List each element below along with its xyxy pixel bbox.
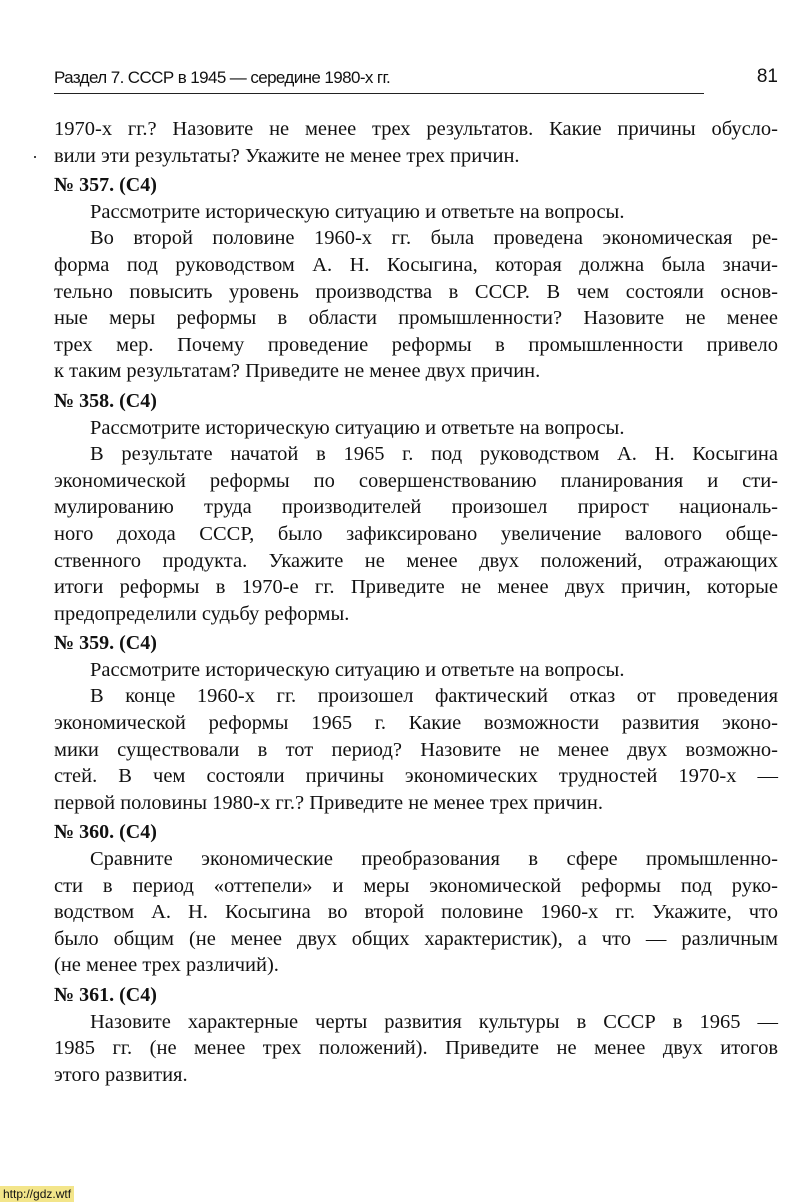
text-line: трех мер. Почему проведение реформы в промышленности привело bbox=[54, 333, 778, 356]
page-body bbox=[54, 116, 778, 1088]
task-block bbox=[54, 819, 778, 979]
task-block bbox=[54, 388, 778, 627]
task-paragraph bbox=[54, 415, 778, 442]
task-paragraph bbox=[54, 225, 778, 385]
task-heading: № 360. (С4) bbox=[54, 821, 157, 844]
text-line: Рассмотрите историческую ситуацию и ответьте на вопросы. bbox=[90, 416, 625, 439]
text-line: мулированию труда производителей произошел прирост националь- bbox=[54, 496, 778, 519]
text-line: водством А. Н. Косыгина во второй половине 1960-х гг. Укажите, что bbox=[54, 901, 778, 924]
task-paragraph bbox=[54, 199, 778, 226]
text-line: было общим (не менее двух общих характеристик), а что — различным bbox=[54, 927, 778, 950]
watermark-link[interactable]: http://gdz.wtf bbox=[0, 1186, 74, 1202]
text-line: 1970-х гг.? Назовите не менее трех результатов. Какие причины обусло- bbox=[54, 118, 778, 140]
task-heading: № 358. (С4) bbox=[54, 389, 157, 412]
text-line: итоги реформы в 1970-е гг. Приведите не менее двух причин, которые bbox=[54, 576, 778, 599]
text-line: (не менее трех различий). bbox=[54, 954, 279, 977]
text-line: этого развития. bbox=[54, 1063, 188, 1086]
intro-paragraph bbox=[54, 116, 778, 169]
task-paragraph bbox=[54, 657, 778, 684]
text-line: вили эти результаты? Укажите не менее трех причин. bbox=[54, 144, 520, 167]
text-line: тельно повысить уровень производства в СССР. В чем состояли основ- bbox=[54, 280, 778, 303]
text-line: Во второй половине 1960-х гг. была проведена экономическая ре- bbox=[90, 227, 778, 250]
text-line: Рассмотрите историческую ситуацию и ответьте на вопросы. bbox=[90, 200, 625, 223]
text-line: к таким результатам? Приведите не менее двух причин. bbox=[54, 360, 541, 383]
text-line: стей. В чем состояли причины экономических трудностей 1970-х — bbox=[54, 765, 778, 788]
text-line: ного дохода СССР, было зафиксировано увеличение валового обще- bbox=[54, 522, 778, 545]
task-paragraph bbox=[54, 683, 778, 816]
text-line: ственного продукта. Укажите не менее двух положений, отражающих bbox=[54, 549, 778, 572]
text-line: сти в период «оттепели» и меры экономической реформы под руко- bbox=[54, 874, 778, 897]
section-title: Раздел 7. СССР в 1945 — середине 1980-х гг. bbox=[54, 68, 391, 87]
text-line: Рассмотрите историческую ситуацию и ответьте на вопросы. bbox=[90, 658, 625, 681]
running-header bbox=[54, 64, 778, 94]
task-paragraph bbox=[54, 1009, 778, 1089]
text-line: В результате начатой в 1965 г. под руководством А. Н. Косыгина bbox=[90, 443, 778, 466]
text-line: 1985 гг. (не менее трех положений). Приведите не менее двух итогов bbox=[54, 1037, 778, 1060]
scan-speck bbox=[34, 156, 36, 158]
text-line: Назовите характерные черты развития культуры в СССР в 1965 — bbox=[90, 1010, 778, 1033]
text-line: Сравните экономические преобразования в сфере промышленно- bbox=[90, 848, 778, 871]
text-line: ные меры реформы в области промышленности? Назовите не менее bbox=[54, 307, 778, 330]
task-paragraph bbox=[54, 846, 778, 979]
text-line: мики существовали в тот период? Назовите не менее двух возможно- bbox=[54, 738, 778, 761]
text-line: предопределили судьбу реформы. bbox=[54, 602, 350, 625]
task-heading: № 357. (С4) bbox=[54, 174, 157, 197]
text-line: В конце 1960-х гг. произошел фактический отказ от проведения bbox=[90, 685, 778, 708]
page-number: 81 bbox=[756, 66, 778, 87]
text-line: экономической реформы по совершенствованию планирования и сти- bbox=[54, 469, 778, 492]
task-block bbox=[54, 982, 778, 1088]
header-rule bbox=[54, 93, 704, 94]
task-block bbox=[54, 172, 778, 385]
text-line: экономической реформы 1965 г. Какие возможности развития эконо- bbox=[54, 712, 778, 735]
text-line: форма под руководством А. Н. Косыгина, которая должна была значи- bbox=[54, 253, 778, 276]
task-heading: № 361. (С4) bbox=[54, 984, 157, 1006]
task-block bbox=[54, 630, 778, 816]
task-heading: № 359. (С4) bbox=[54, 632, 157, 655]
task-paragraph bbox=[54, 441, 778, 627]
text-line: первой половины 1980-х гг.? Приведите не менее трех причин. bbox=[54, 791, 603, 814]
